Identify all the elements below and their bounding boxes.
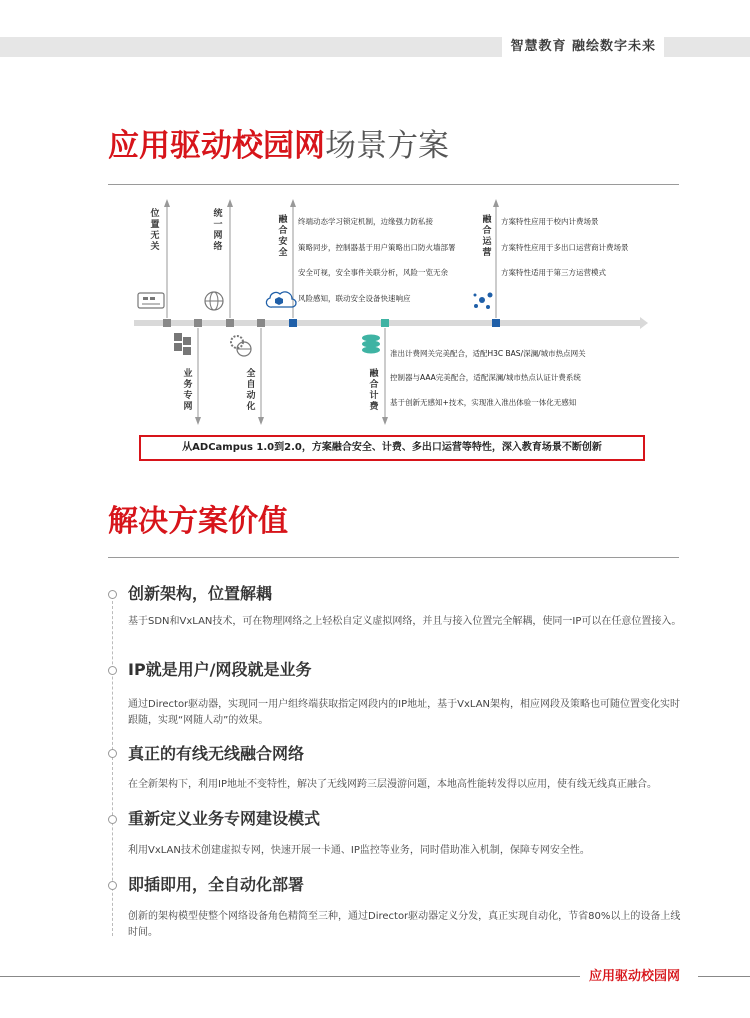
value-body-2: 通过Director驱动器，实现同一用户组终端获取指定网段内的IP地址，基于VxLAN架构，相应网段及策略也可随位置变化实时跟随，实现“网随人动”的效果。 xyxy=(128,699,681,726)
evolution-banner: 从ADCampus 1.0到2.0，方案融合安全、计费、多出口运营等特性，深入教育场景不断创新 xyxy=(139,435,645,461)
node-2 xyxy=(194,319,202,327)
page-title-red: 应用驱动校园网 xyxy=(108,128,325,164)
page-title-gray: 场景方案 xyxy=(325,128,449,164)
header-tagline: 智慧教育 融绘数字未来 xyxy=(502,37,664,57)
globe-icon xyxy=(205,292,223,310)
node-5 xyxy=(289,319,297,327)
operation-item: 方案特性应用于多出口运营商计费场景 xyxy=(501,243,629,252)
security-item: 终端动态学习锁定机制，边缘强力防私接 xyxy=(298,217,433,226)
section-heading: 解决方案价值 xyxy=(108,504,288,539)
label-converged-security: 融合安全 xyxy=(278,215,288,258)
security-item: 安全可视，安全事件关联分析，风险一览无余 xyxy=(298,268,448,277)
billing-item: 控制器与AAA完美配合，适配深澜/城市热点认证计费系统 xyxy=(390,373,581,382)
label-location-independent: 位置无关 xyxy=(150,209,160,252)
value-title-3: 真正的有线无线融合网络 xyxy=(128,744,305,763)
coin-stack-icon xyxy=(362,335,380,354)
header-bar-tail xyxy=(664,37,750,57)
value-body-3: 在全新架构下，利用IP地址不变特性，解决了无线网跨三层漫游问题，本地高性能转发得以应用，使有线无线真正融合。 xyxy=(128,779,657,790)
node-7 xyxy=(492,319,500,327)
diagram-graphics xyxy=(130,193,650,468)
label-full-automation: 全自动化 xyxy=(246,369,256,412)
page-title xyxy=(108,126,449,166)
security-item: 策略同步，控制器基于用户策略出口防火墙部署 xyxy=(298,243,456,252)
node-3 xyxy=(226,319,234,327)
bullet-dot xyxy=(108,666,117,675)
value-body-4: 利用VxLAN技术创建虚拟专网，快速开展一卡通、IP监控等业务，同时借助准入机制，保障专网安全性。 xyxy=(128,845,590,856)
footer-rule-right xyxy=(698,976,750,977)
operation-item: 方案特性应用于校内计费场景 xyxy=(501,217,599,226)
value-body-5: 创新的架构模型使整个网络设备角色精简至三种，通过Director驱动器定义分发，真正实现自动化，节省80%以上的设备上线时间。 xyxy=(128,911,681,938)
footer-rule-left xyxy=(0,976,580,977)
security-item: 风险感知，联动安全设备快速响应 xyxy=(298,294,411,303)
timeline-arrowhead xyxy=(640,317,648,329)
cube-stack-icon xyxy=(174,333,191,355)
title-divider xyxy=(108,184,679,185)
label-unified-network: 统一网络 xyxy=(213,209,223,252)
node-1 xyxy=(163,319,171,327)
header-bar xyxy=(0,37,750,57)
value-body-1: 基于SDN和VxLAN技术，可在物理网络之上轻松自定义虚拟网络，并且与接入位置完全解耦，使同一IP可以在任意位置接入。 xyxy=(128,616,682,627)
section-divider xyxy=(108,557,679,558)
billing-item: 准出计费网关完美配合，适配H3C BAS/深澜/城市热点网关 xyxy=(390,349,586,358)
bullet-dot xyxy=(108,815,117,824)
bullet-dot xyxy=(108,590,117,599)
value-title-5: 即插即用，全自动化部署 xyxy=(128,875,305,894)
bullet-dot xyxy=(108,749,117,758)
evolution-diagram xyxy=(130,193,650,468)
footer-label: 应用驱动校园网 xyxy=(589,969,681,984)
bullet-dot xyxy=(108,881,117,890)
network-nodes-icon xyxy=(474,293,493,310)
operation-item: 方案特性适用于第三方运营模式 xyxy=(501,268,606,277)
label-converged-billing: 融合计费 xyxy=(369,369,379,412)
value-title-4: 重新定义业务专网建设模式 xyxy=(128,809,321,828)
value-title-1: 创新架构，位置解耦 xyxy=(128,584,273,603)
label-business-private-network: 业务专网 xyxy=(183,369,193,412)
billing-item: 基于创新无感知+技术，实现准入准出体验一体化无感知 xyxy=(390,398,577,407)
node-6 xyxy=(381,319,389,327)
node-4 xyxy=(257,319,265,327)
value-title-2: IP就是用户/网段就是业务 xyxy=(128,660,312,679)
network-device-icon xyxy=(138,293,164,308)
shield-cloud-icon xyxy=(266,292,296,307)
gear-globe-icon xyxy=(231,336,251,356)
label-converged-operation: 融合运营 xyxy=(482,215,492,258)
